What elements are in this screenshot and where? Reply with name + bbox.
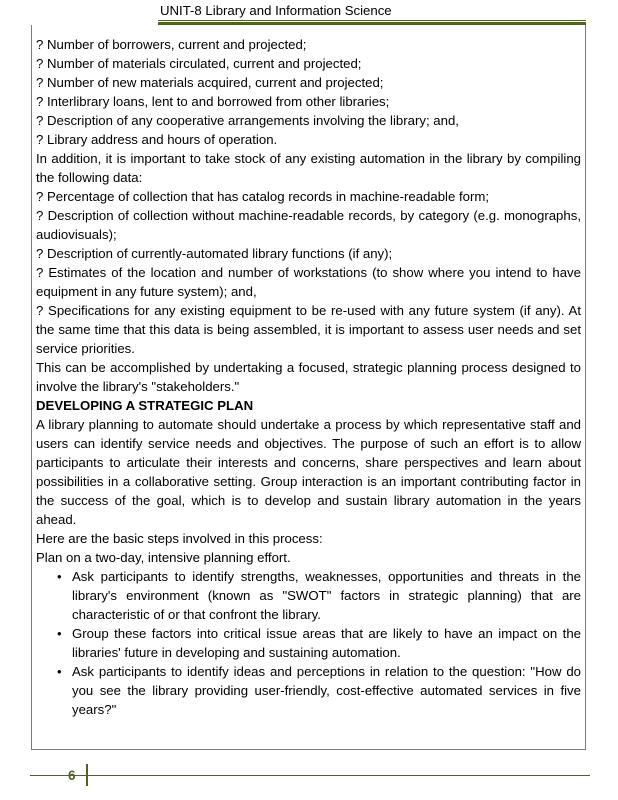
paragraph: This can be accomplished by undertaking a focused, strategic planning process designed to involve the library's "stakeholders." <box>36 360 581 394</box>
bullet-item <box>36 662 581 719</box>
list-item: ? Number of borrowers, current and projected; <box>36 37 307 52</box>
list-item: ? Percentage of collection that has catalog records in machine-readable form; <box>36 189 490 204</box>
list-item: ? Number of materials circulated, current and projected; <box>36 56 362 71</box>
page-number: 6 <box>68 768 76 783</box>
bullet-item <box>36 567 581 624</box>
page-footer <box>0 760 618 800</box>
list-item: ? Estimates of the location and number of workstations (to show where you intend to have equipment in any future system); and, <box>36 265 581 299</box>
list-item: ? Description of collection without machine-readable records, by category (e.g. monographs, audiovisuals); <box>36 208 581 242</box>
list-item: ? Number of new materials acquired, current and projected; <box>36 75 384 90</box>
steps-intro: Here are the basic steps involved in this process: <box>36 531 323 546</box>
header-title: UNIT-8 Library and Information Science <box>160 3 392 18</box>
footer-rule <box>30 775 590 776</box>
bullet-text: Ask participants to identify strengths, weaknesses, opportunities and threats in the library's environment (known as "SWOT" factors in strategic planning) that are characteristic of or that confront the library. <box>72 569 581 622</box>
bullet-icon: • <box>57 569 62 584</box>
page-number-divider <box>86 764 88 786</box>
bullet-text: Group these factors into critical issue areas that are likely to have an impact on the libraries' future in developing and sustaining automation. <box>72 626 581 660</box>
list-item: ? Description of currently-automated library functions (if any); <box>36 246 393 261</box>
plan-line: Plan on a two-day, intensive planning effort. <box>36 550 291 565</box>
list-item: ? Library address and hours of operation. <box>36 132 278 147</box>
list-item: ? Interlibrary loans, lent to and borrowed from other libraries; <box>36 94 390 109</box>
page-header <box>0 0 618 24</box>
header-rule <box>158 20 586 21</box>
list-item: ? Description of any cooperative arrangements involving the library; and, <box>36 113 459 128</box>
bullet-icon: • <box>57 664 62 679</box>
steps-list <box>36 567 581 719</box>
bullet-icon: • <box>57 626 62 641</box>
bullet-text: Ask participants to identify ideas and perceptions in relation to the question: "How do you see the library providing user-friendly, cost-effective automated services in five years?" <box>72 664 581 717</box>
list-item: ? Specifications for any existing equipment to be re-used with any future system (if any). At the same time that this data is being assembled, it is important to assess user needs and set service priorities. <box>36 303 581 356</box>
section-heading: DEVELOPING A STRATEGIC PLAN <box>36 398 254 413</box>
section-body: A library planning to automate should undertake a process by which representative staff and users can identify service needs and objectives. The purpose of such an effort is to allow participants to articulate their interests and concerns, share perspectives and learn about possibilities in a collaborative setting. Group interaction is an important contributing factor in the success of the goal, which is to develop and sustain library automation in the years ahead. <box>36 417 581 527</box>
page-content <box>36 35 581 719</box>
bullet-item <box>36 624 581 662</box>
paragraph: In addition, it is important to take stock of any existing automation in the library by compiling the following data: <box>36 151 581 185</box>
